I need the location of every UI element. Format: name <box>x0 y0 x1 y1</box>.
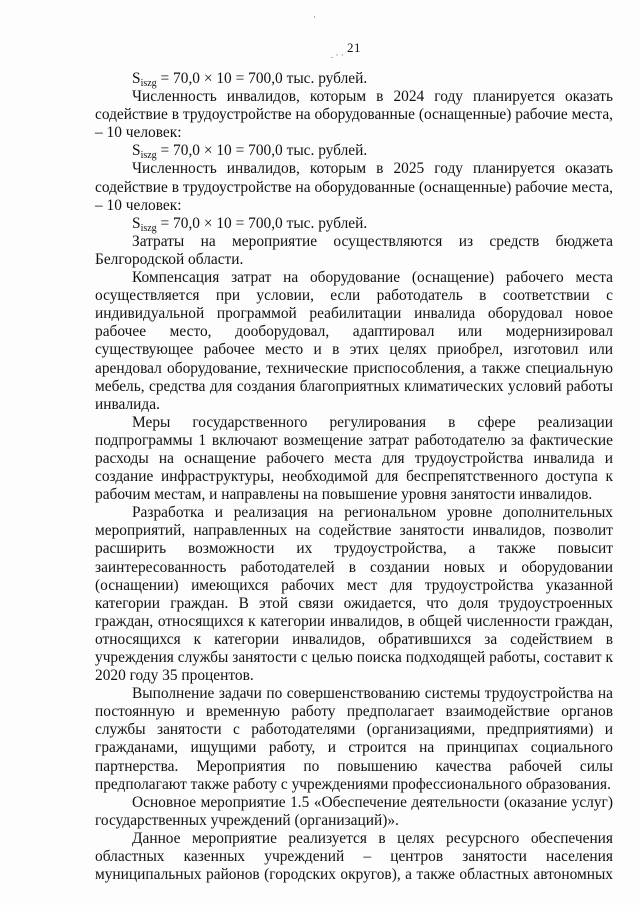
formula-line: $S_{iszg} = 70,0 \times 10 = 700,0$ тыс. рублей. <box>132 142 368 162</box>
page-content <box>95 70 613 884</box>
scan-speck: · <box>313 12 316 22</box>
formula-line: $S_{iszg} = 70,0 \times 10 = 700,0$ тыс. рублей. <box>132 70 368 89</box>
paragraph: Численность инвалидов, которым в 2024 году планируется оказать содействие в трудоустройстве на оборудованные (оснащенные) рабочие места, – 10 человек: <box>95 88 613 142</box>
paragraph: Численность инвалидов, которым в 2025 году планируется оказать содействие в трудоустройстве на оборудованные (оснащенные) рабочие места, – 10 человек: <box>95 160 613 214</box>
paragraph: Меры государственного регулирования в сфере реализации подпрограммы 1 включают возмещение затрат работодателю за фактические расходы на оснащение рабочего места для трудоустройства инвалида и создание инфраструктуры, необходимой для беспрепятственного доступа к рабочим местам, и направлены на повышение уровня занятости инвалидов. <box>95 413 613 504</box>
paragraph: Разработка и реализация на региональном уровне дополнительных мероприятий, направленных на содействие занятости инвалидов, позволит расширить возможности их трудоустройства, а также повысит заинтересованность работодателей в создании новых и оборудовании (оснащении) имеющихся рабочих мест для трудоустройства указанной категории граждан. В этой связи ожидается, что доля трудоустроенных граждан, относящихся к категории инвалидов, в общей численности граждан, относящихся к категории инвалидов, обратившихся за содействием в учреждения службы занятости с целью поиска подходящей работы, составит к 2020 году 35 процентов. <box>95 504 613 685</box>
paragraph: Компенсация затрат на оборудование (оснащение) рабочего места осуществляется при условии, если работодатель в соответствии с индивидуальной программой реабилитации инвалида оборудовал новое рабочее место, дооборудовал, адаптировал или модернизировал существующее рабочее место и в этих целях приобрел, изготовил или арендовал оборудование, технические приспособления, а также специальную мебель, средства для создания благоприятных климатических условий работы инвалида. <box>95 269 613 413</box>
formula-line: $S_{iszg} = 70,0 \times 10 = 700,0$ тыс. рублей. <box>132 214 368 234</box>
page-number: 21 <box>347 40 361 55</box>
paragraph: Данное мероприятие реализуется в целях ресурсного обеспечения областных казенных учреждений – центров занятости населения муниципальных районов (городских округов), а также областных автономных <box>95 829 613 884</box>
paragraph: Затраты на мероприятие осуществляются из средств бюджета Белгородской области. <box>95 232 613 268</box>
paragraph: Основное мероприятие 1.5 «Обеспечение деятельности (оказание услуг) государственных учреждений (организаций)». <box>95 793 613 829</box>
scan-speck: . · · <box>331 50 344 60</box>
paragraph: Выполнение задачи по совершенствованию системы трудоустройства на постоянную и временную работу предполагает взаимодействие органов службы занятости с работодателями (организациями, предприятиями) и гражданами, ищущими работу, и строится на принципах социального партнерства. Мероприятия по повышению качества рабочей силы предполагают также работу с учреждениями профессионального образования. <box>95 685 613 793</box>
